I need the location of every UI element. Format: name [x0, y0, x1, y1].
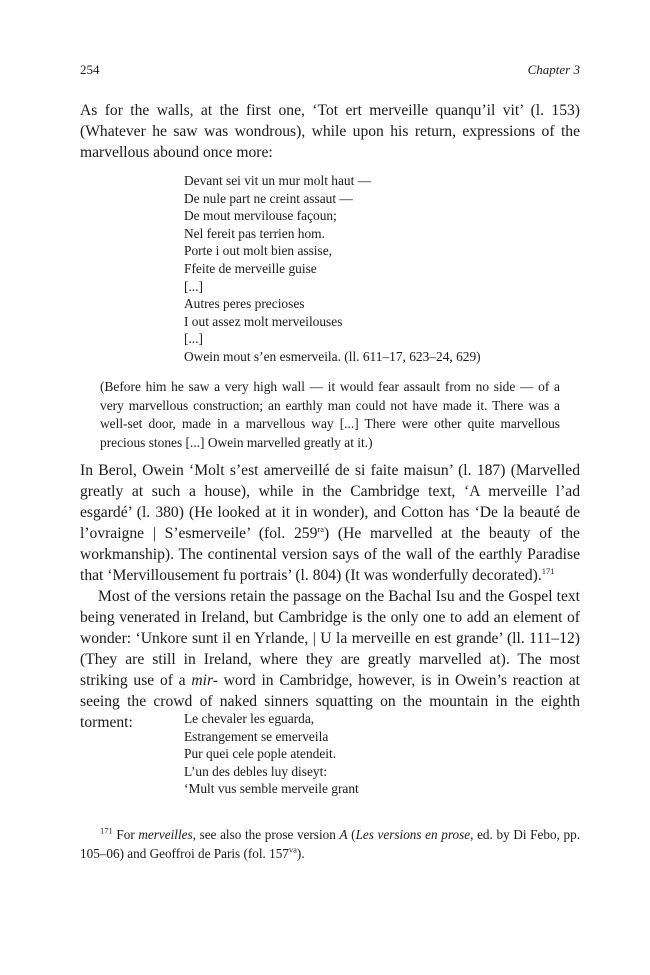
verse-line: I out assez molt merveilouses	[184, 313, 343, 329]
verse-line: [...]	[184, 278, 203, 294]
footnote-marker: 171	[541, 565, 555, 576]
verse-line: ‘Mult vus semble merveile grant	[184, 781, 359, 797]
running-head	[80, 62, 580, 78]
verse-line: Le chevaler les eguarda,	[184, 711, 315, 726]
paragraph-2-text-b: ) (He marvelled at the beauty of the workmanship). The continental version says of the wall of the earthly Paradise that ‘Mervillousement fu portrais’ (l. 804) (It was wonderfully decorated).	[80, 525, 580, 584]
footnote-italic: merveilles	[138, 827, 193, 842]
footnote-italic: A	[339, 827, 348, 842]
footnote	[80, 826, 580, 863]
verse-line: Devant sei vit un mur molt haut —	[184, 173, 372, 188]
verse-line: Nel fereit pas terrien hom.	[184, 225, 325, 241]
footnote-text: (	[347, 827, 356, 842]
verse-block-2	[184, 710, 359, 798]
footnote-italic: Les versions en prose	[355, 827, 471, 842]
verse-line: Pur quei cele pople atendeit.	[184, 746, 337, 762]
translation-text: (Before him he saw a very high wall — it would fear assault from no side — of a very marvellous construction; an earthly man could not have made it. There was a well-set door, made in a marvellous way [...] There were other quite marvellous precious stones [...] Owein marvelled greatly at it.)	[100, 379, 560, 450]
paragraph-2-text-a: In Berol, Owein ‘Molt s’est amerveillé de si faite maisun’ (l. 187) (Marvelled greatly at such a house), while in the Cambridge text, ‘A merveille l’ad esgardé’ (l. 380) (He looked at it in wonder), and Cotton has ‘De la beauté de l’ovraigne | S’esmerveile’ (fol. 259	[80, 462, 580, 542]
verse-block-1	[184, 172, 481, 366]
paragraph-1	[80, 100, 580, 163]
paragraph-1-text: As for the walls, at the first one, ‘Tot ert merveille quanqu’il vit’ (l. 153) (Whatever he saw was wondrous), while upon his return, expressions of the marvellous abound once more:	[80, 102, 580, 161]
verse-line: Porte i out molt bien assise,	[184, 243, 333, 259]
verse-line: De mout mervilouse façoun;	[184, 208, 337, 224]
italic-term: mir-	[191, 672, 218, 689]
footnote-text: ).	[296, 845, 305, 861]
paragraph-3-text-a: Most of the versions retain the passage on the Bachal Isu and the Gospel text being venerated in Ireland, but Cambridge is the only one to add an element of wonder: ‘Unkore sunt il en Yrlande, | U la merveille en est grande’ (ll. 111–12) (They are still in Ireland, where they are greatly marvelled at). The most striking use of a	[80, 588, 580, 689]
verse-line: De nule part ne creint assaut —	[184, 190, 353, 206]
paragraph-3-text-b: word in Cambridge, however, is in Owein’s reaction at seeing the crowd of naked sinners squatting on the mountain in the eighth torment:	[80, 672, 580, 731]
translation-block	[100, 378, 560, 452]
footnote-text: , ed. by Di Febo, pp. 105–06) and Geoffroi de Paris (fol. 157	[80, 827, 580, 861]
chapter-title: Chapter 3	[527, 62, 580, 77]
paragraph-2	[80, 460, 580, 733]
verse-line: Autres peres precioses	[184, 296, 305, 312]
footnote-text: For	[112, 827, 139, 842]
page-number: 254	[80, 62, 100, 77]
verse-line: L’un des debles luy diseyt:	[184, 763, 328, 779]
verse-line: Owein mout s’en esmerveila. (ll. 611–17, 623–24, 629)	[184, 348, 481, 364]
folio-superscript: va	[288, 844, 297, 855]
verse-line: Estrangement se emerveila	[184, 728, 329, 744]
footnote-number: 171	[100, 825, 113, 836]
folio-superscript: ra	[317, 523, 324, 534]
footnote-text: , see also the prose version	[192, 827, 340, 842]
verse-line: Ffeite de merveille guise	[184, 260, 317, 276]
verse-line: [...]	[184, 331, 203, 347]
